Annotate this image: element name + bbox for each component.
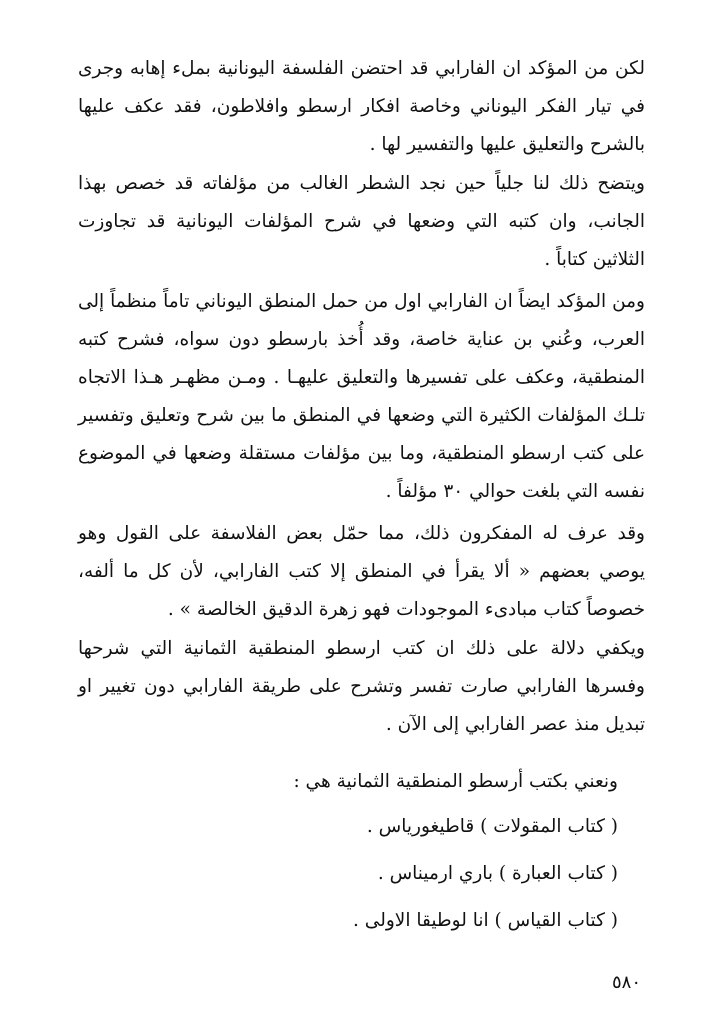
list-intro: ونعني بكتب أرسطو المنطقية الثمانية هي :: [293, 771, 618, 792]
paragraph-5: ويكفي دلالة على ذلك ان كتب ارسطو المنطقية الثمانية التي شرحها وفسرها الفارابي صارت تفسر وتشرح على طريقة الفارابي دون تغيير او تبديل منذ عصر الفارابي إلى الآن .: [78, 638, 645, 735]
paragraph-1: لكن من المؤكد ان الفارابي قد احتضن الفلسفة اليونانية بملء إهابه وجرى في تيار الفكر اليوناني وخاصة افكار ارسطو وافلاطون، فقد عكف عليها بالشرح والتعليق عليها والتفسير لها .: [78, 58, 645, 155]
paragraph-3: ومن المؤكد ايضاً ان الفارابي اول من حمل المنطق اليوناني تاماً منظماً إلى العرب، وعُني بن عناية خاصة، وقد أُخذ بارسطو دون سواه، فشرح كتبه المنطقية، وعكف على تفسيرها والتعليق عليهـا . ومـن مظهـر هـذا الاتجاه تلـك المؤلفات الكثيرة التي وضعها في المنطق ما بين شرح وتعليق وتفسير على كتب ارسطو المنطقية، وما بين مؤلفات مستقلة وضعها في الموضوع نفسه التي بلغت حوالي ٣٠ مؤلفاً .: [78, 291, 645, 502]
paragraph-4: وقد عرف له المفكرون ذلك، مما حمّل بعض الفلاسفة على القول وهو يوصي بعضهم « ألا يقرأ في المنطق إلا كتب الفارابي، لأن كل ما ألفه، خصوصاً كتاب مبادىء الموجودات فهو زهرة الدقيق الخالصة » .: [78, 523, 645, 620]
list-item-categories: ( كتاب المقولات ) قاطيغورياس .: [366, 816, 618, 837]
list-item-prior-analytics: ( كتاب القياس ) انا لوطيقا الاولى .: [353, 910, 618, 931]
list-item-interpretation: ( كتاب العبارة ) باري ارميناس .: [377, 863, 618, 884]
paragraph-2: ويتضح ذلك لنا جلياً حين نجد الشطر الغالب من مؤلفاته قد خصص بهذا الجانب، وان كتبه التي وضعها في شرح المؤلفات اليونانية قد تجاوزت الثلاثين كتاباً .: [78, 173, 645, 270]
page-number: ٥٨٠: [611, 972, 641, 993]
